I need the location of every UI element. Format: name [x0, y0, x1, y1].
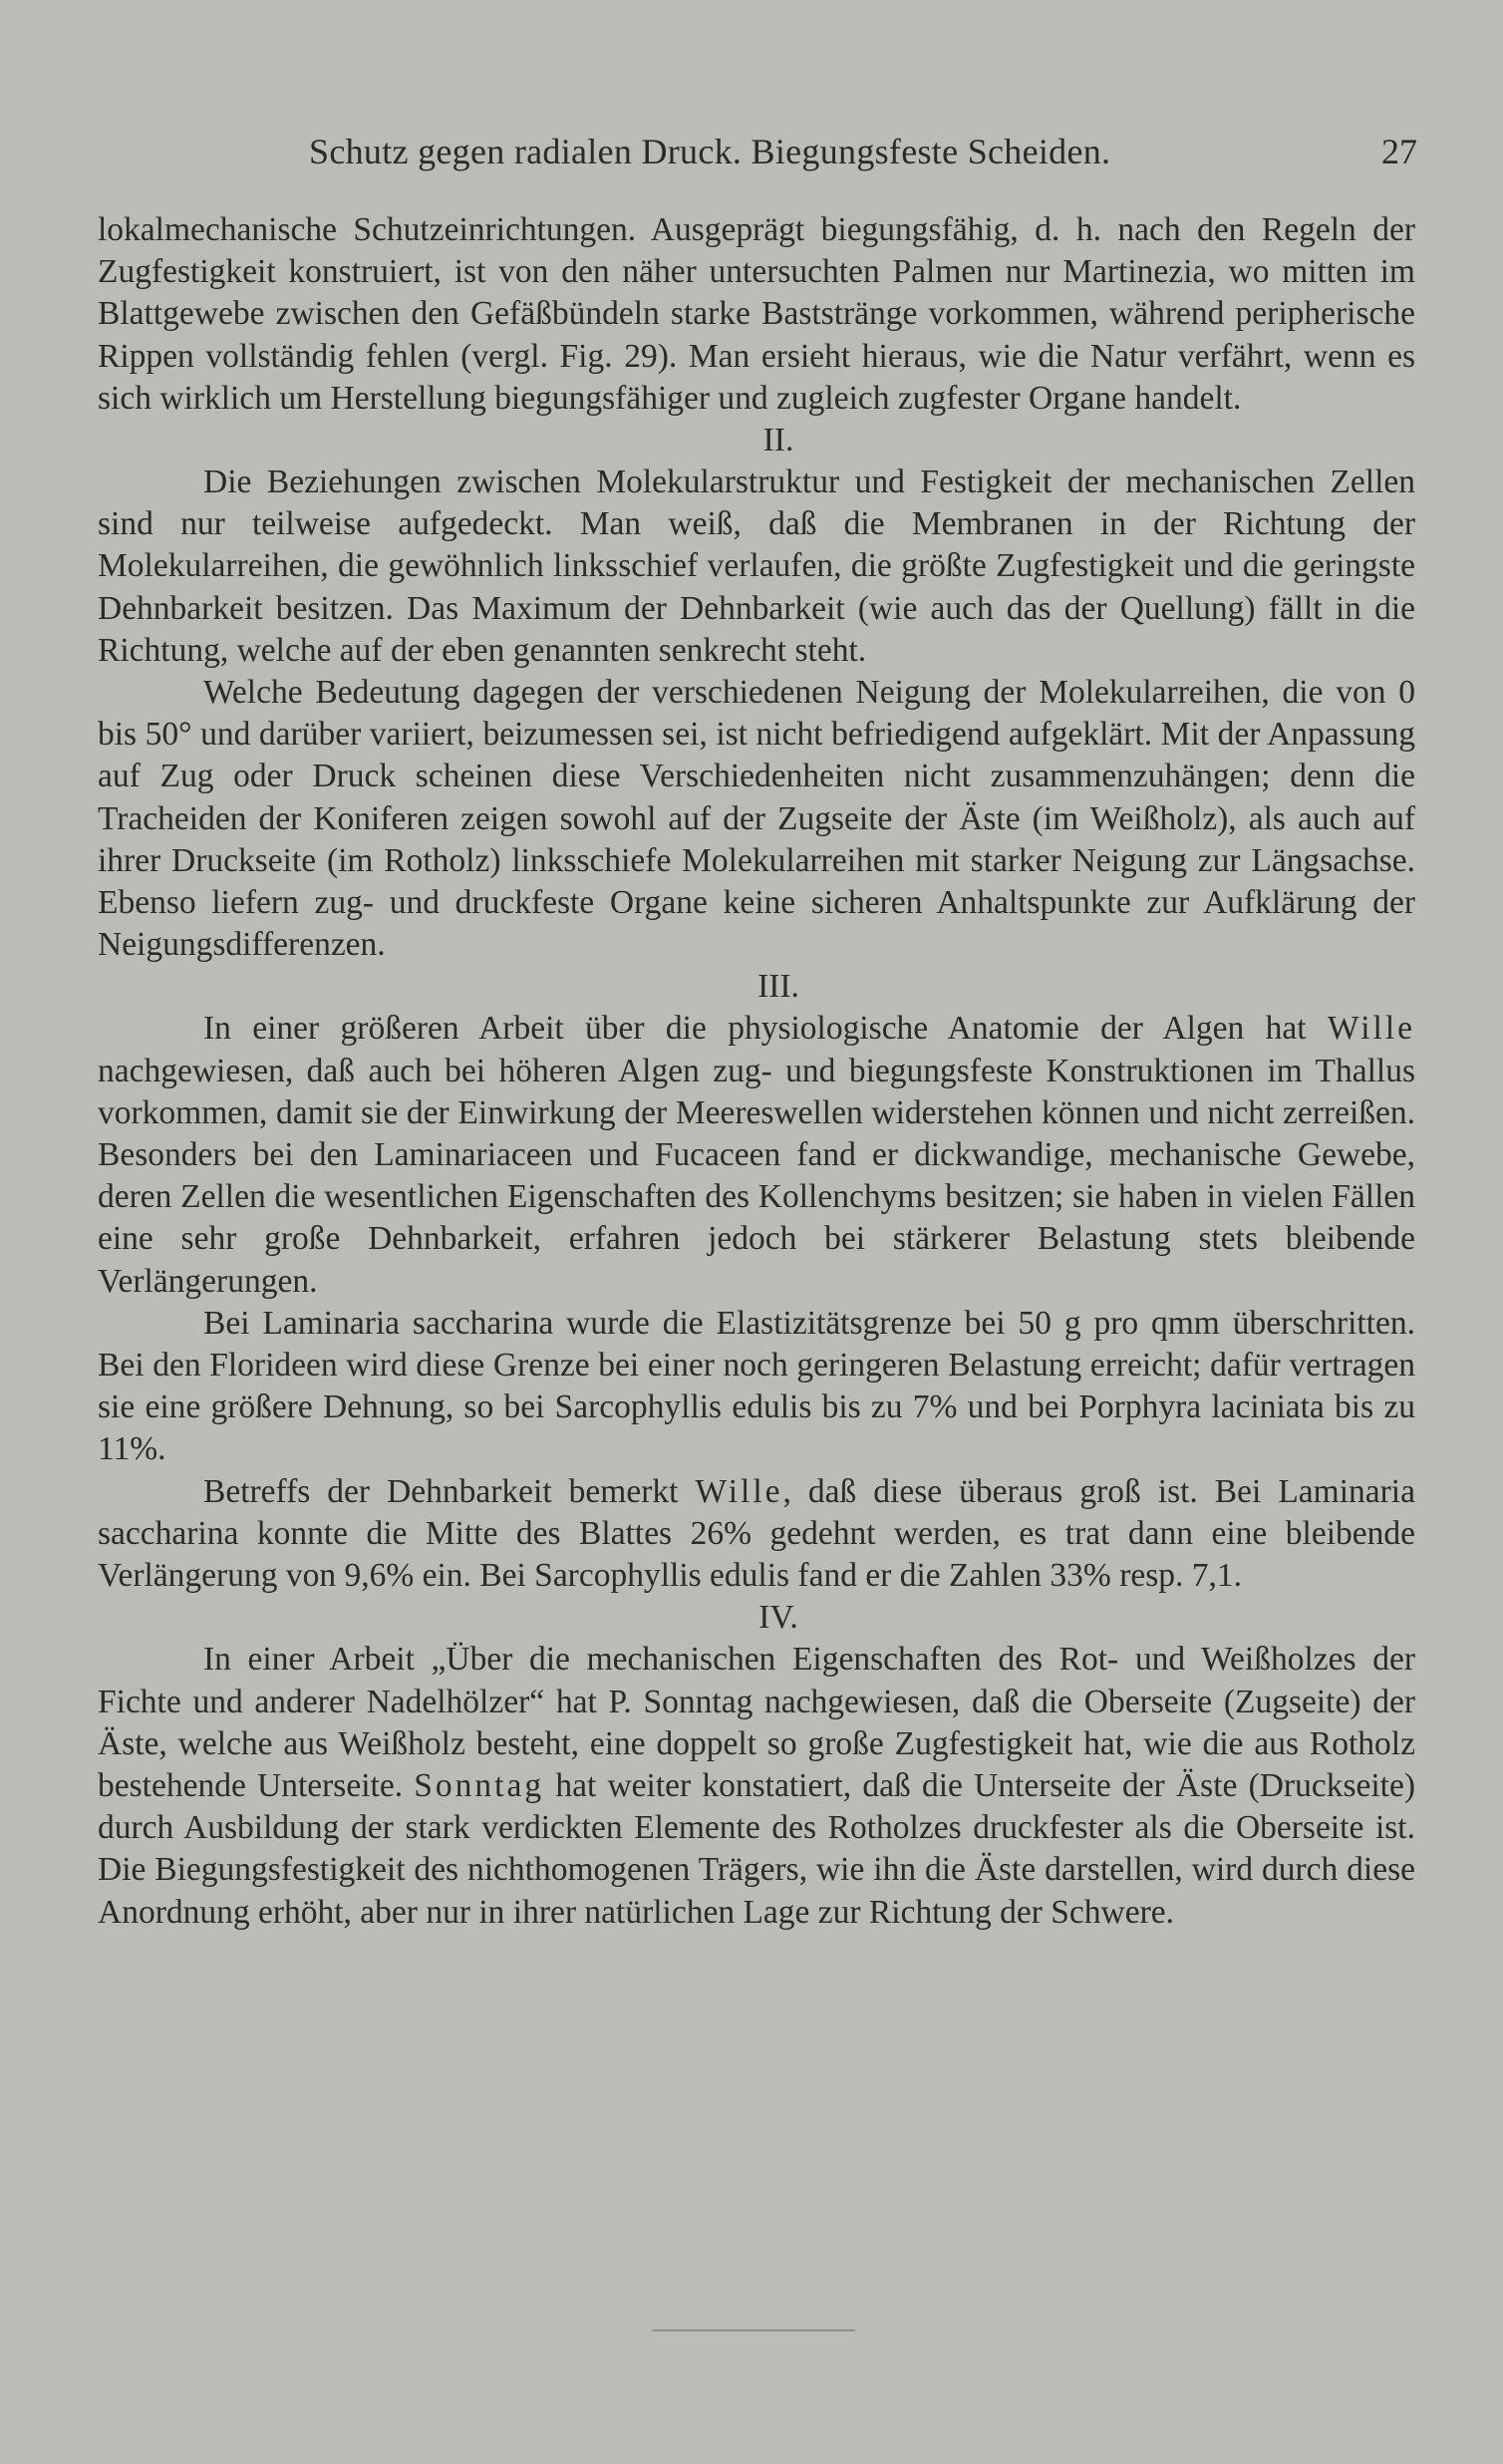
text-run: In einer größeren Arbeit über die physiologische Anatomie der Algen hat	[203, 1010, 1328, 1048]
paragraph-III-1	[98, 1008, 1415, 1302]
paragraph-III-3	[98, 1471, 1415, 1598]
text-run: In einer Arbeit „Über die mechanischen Eigenschaften des Rot- und Weißholzes der Fichte und anderer Nadelhölzer“ hat P. Sonntag nachgewiesen, daß die Oberseite (Zugseite) der Äste, welche aus Weißholz besteht, eine doppelt so große Zugfestigkeit hat, wie die aus Rotholz bestehende Unterseite.	[98, 1641, 1415, 1804]
text-run: nachgewiesen, daß auch bei höheren Algen zug- und biegungsfeste Konstruktionen im Thallus vorkommen, damit sie der Einwirkung der Meereswellen widerstehen können und nicht zerreißen. Besonders bei den Laminariaceen und Fucaceen fand er dickwandige, mechanische Gewebe, deren Zellen die wesentlichen Eigenschaften des Kollenchyms besitzen; sie haben in vielen Fällen eine sehr große Dehnbarkeit, erfahren jedoch bei stärkerer Belastung stets bleibende Verlängerungen.	[98, 1052, 1415, 1300]
paragraph-II-1: Die Beziehungen zwischen Molekularstruktur und Festigkeit der mechanischen Zellen sind nur teilweise aufgedeckt. Man weiß, daß die Membranen in der Richtung der Molekularreihen, die gewöhnlich linksschief verlaufen, die größte Zugfestigkeit und die geringste Dehnbarkeit besitzen. Das Maximum der Dehnbarkeit (wie auch das der Quellung) fällt in die Richtung, welche auf der eben genannten senkrecht steht.	[98, 463, 1415, 669]
body-text	[98, 209, 1415, 1934]
running-title: Schutz gegen radialen Druck. Biegungsfeste Scheiden.	[309, 132, 1111, 171]
section-heading-III: III.	[757, 968, 799, 1006]
text-run: , daß diese überaus groß ist. Bei Laminaria saccharina konnte die Mitte des Blattes 26% gedehnt werden, es trat dann eine bleibende Verlängerung von 9,6% ein. Bei Sarcophyllis edulis fand er die Zahlen 33% resp. 7,1.	[98, 1472, 1415, 1595]
text-run: hat weiter konstatiert, daß die Unterseite der Äste (Druckseite) durch Ausbildung der stark verdickten Elemente des Rotholzes druckfester als die Oberseite ist. Die Biegungsfestigkeit des nichthomogenen Trägers, wie ihn die Äste darstellen, wird durch diese Anordnung erhöht, aber nur in ihrer natürlichen Lage zur Richtung der Schwere.	[98, 1766, 1415, 1931]
paragraph-III-2: Bei Laminaria saccharina wurde die Elastizitätsgrenze bei 50 g pro qmm überschritten. Bei den Florideen wird diese Grenze bei einer noch geringeren Belastung erreicht; dafür vertragen sie eine größere Dehnung, so bei Sarcophyllis edulis bis zu 7% und bei Porphyra laciniata bis zu 11%.	[98, 1304, 1415, 1468]
section-heading-II: II.	[762, 422, 794, 460]
footer-rule	[652, 2329, 855, 2331]
running-header	[98, 124, 1417, 179]
author-name: Sonntag	[414, 1766, 545, 1804]
author-name: Wille	[1327, 1010, 1415, 1048]
page-number: 27	[1381, 132, 1417, 171]
text-run: Betreffs der Dehnbarkeit bemerkt	[203, 1472, 696, 1510]
paragraph-continued: lokalmechanische Schutzeinrichtungen. Ausgeprägt biegungsfähig, d. h. nach den Regeln der Zugfestigkeit konstruiert, ist von den näher untersuchten Palmen nur Martinezia, wo mitten im Blattgewebe zwischen den Gefäßbündeln starke Baststränge vorkommen, während peripherische Rippen vollständig fehlen (vergl. Fig. 29). Man ersieht hieraus, wie die Natur verfährt, wenn es sich wirklich um Herstellung biegungsfähiger und zugleich zugfester Organe handelt.	[98, 211, 1415, 417]
paragraph-IV-1	[98, 1639, 1415, 1933]
section-heading-IV: IV.	[758, 1599, 798, 1637]
author-name: Wille	[695, 1472, 783, 1510]
paragraph-II-2: Welche Bedeutung dagegen der verschiedenen Neigung der Molekularreihen, die von 0 bis 50° und darüber variiert, beizumessen sei, ist nicht befriedigend aufgeklärt. Mit der Anpassung auf Zug oder Druck scheinen diese Verschiedenheiten nicht zusammenzuhängen; denn die Tracheiden der Koniferen zeigen sowohl auf der Zugseite der Äste (im Weißholz), als auch auf ihrer Druckseite (im Rotholz) linksschiefe Molekularreihen mit starker Neigung zur Längsachse. Ebenso liefern zug- und druckfeste Organe keine sicheren Anhaltspunkte zur Aufklärung der Neigungsdifferenzen.	[98, 674, 1415, 964]
